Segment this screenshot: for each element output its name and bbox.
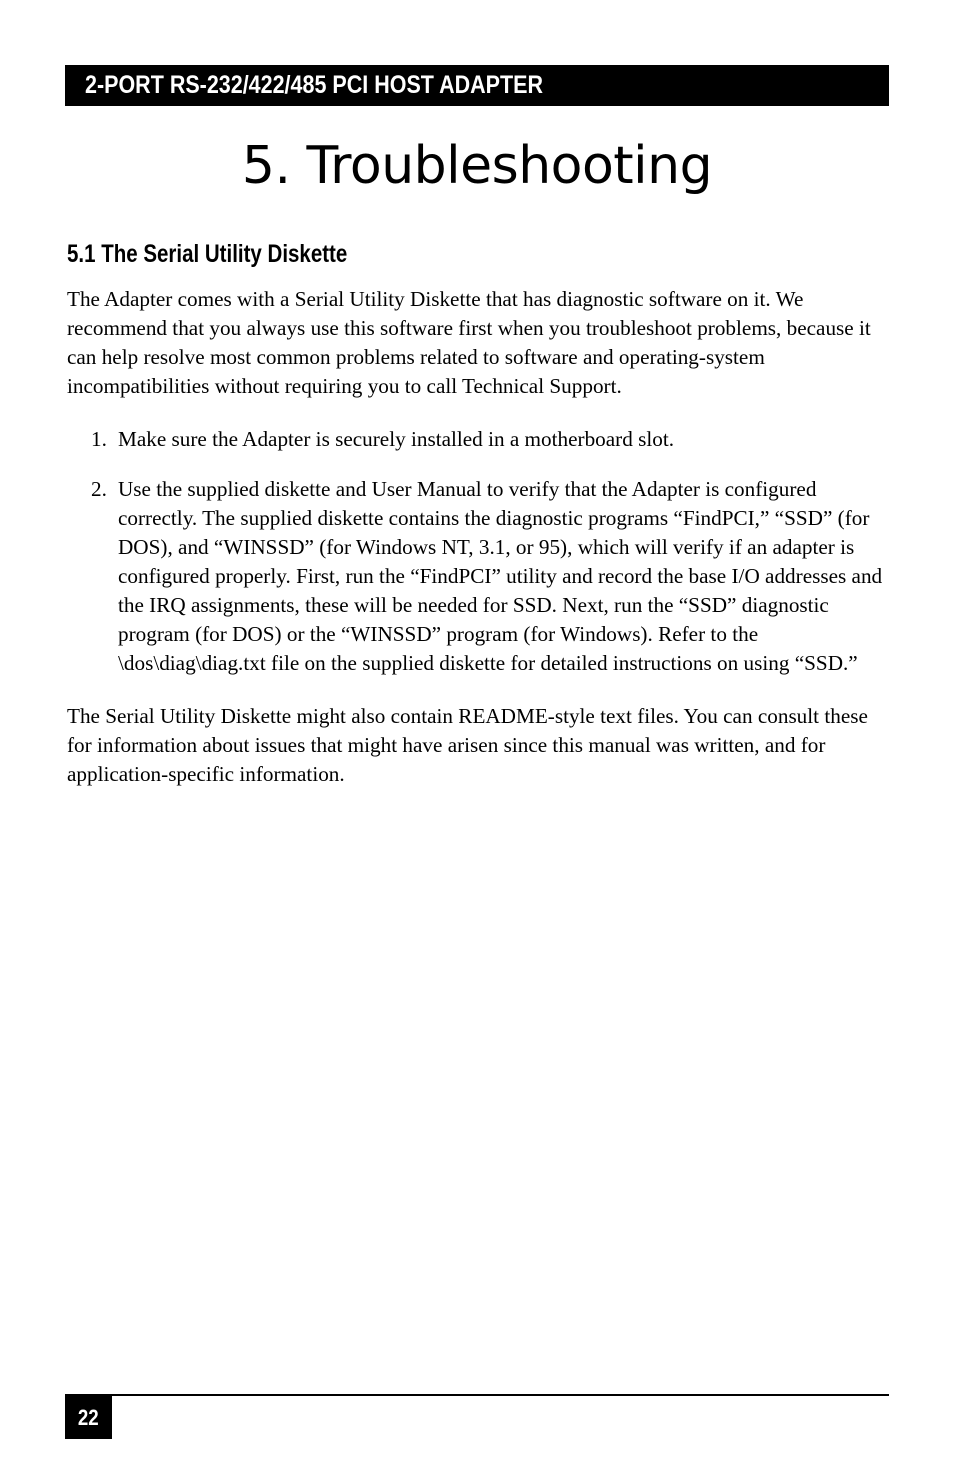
list-item <box>67 475 889 678</box>
step-text: Use the supplied diskette and User Manual to verify that the Adapter is configured correctly. The supplied diskette contains the diagnostic programs “FindPCI,” “SSD” (for DOS), and “WINSSD” (for Windows NT, 3.1, or 95), which will verify if an adapter is configured properly. First, run the “FindPCI” utility and record the base I/O addresses and the IRQ assignments, these will be needed for SSD. Next, run the “SSD” diagnostic program (for DOS) or the “WINSSD” program (for Windows). Refer to the \dos\diag\diag.txt file on the supplied diskette for detailed instructions on using “SSD.” <box>118 477 883 675</box>
page-number-box <box>65 1396 112 1439</box>
steps-list <box>67 425 889 678</box>
section-heading: 5.1 The Serial Utility Diskette <box>67 240 348 268</box>
footer-rule <box>65 1394 889 1396</box>
closing-paragraph: The Serial Utility Diskette might also contain README-style text files. You can consult these for information about issues that might have arisen since this manual was written, and for application-specific information. <box>67 704 868 786</box>
running-header-title: 2-PORT RS-232/422/485 PCI HOST ADAPTER <box>85 71 544 99</box>
list-item <box>67 425 889 454</box>
running-header <box>65 65 889 106</box>
chapter-title: 5. Troubleshooting <box>241 136 713 196</box>
step-number: 2. <box>91 477 107 501</box>
page-number: 22 <box>78 1404 99 1430</box>
step-text: Make sure the Adapter is securely installed in a motherboard slot. <box>118 427 675 451</box>
section-body <box>67 285 889 789</box>
intro-paragraph: The Adapter comes with a Serial Utility Diskette that has diagnostic software on it. We recommend that you always use this software first when you troubleshoot problems, because it can help resolve most common problems related to software and operating-system incompatibilities without requiring you to call Technical Support. <box>67 287 871 398</box>
step-number: 1. <box>91 427 107 451</box>
